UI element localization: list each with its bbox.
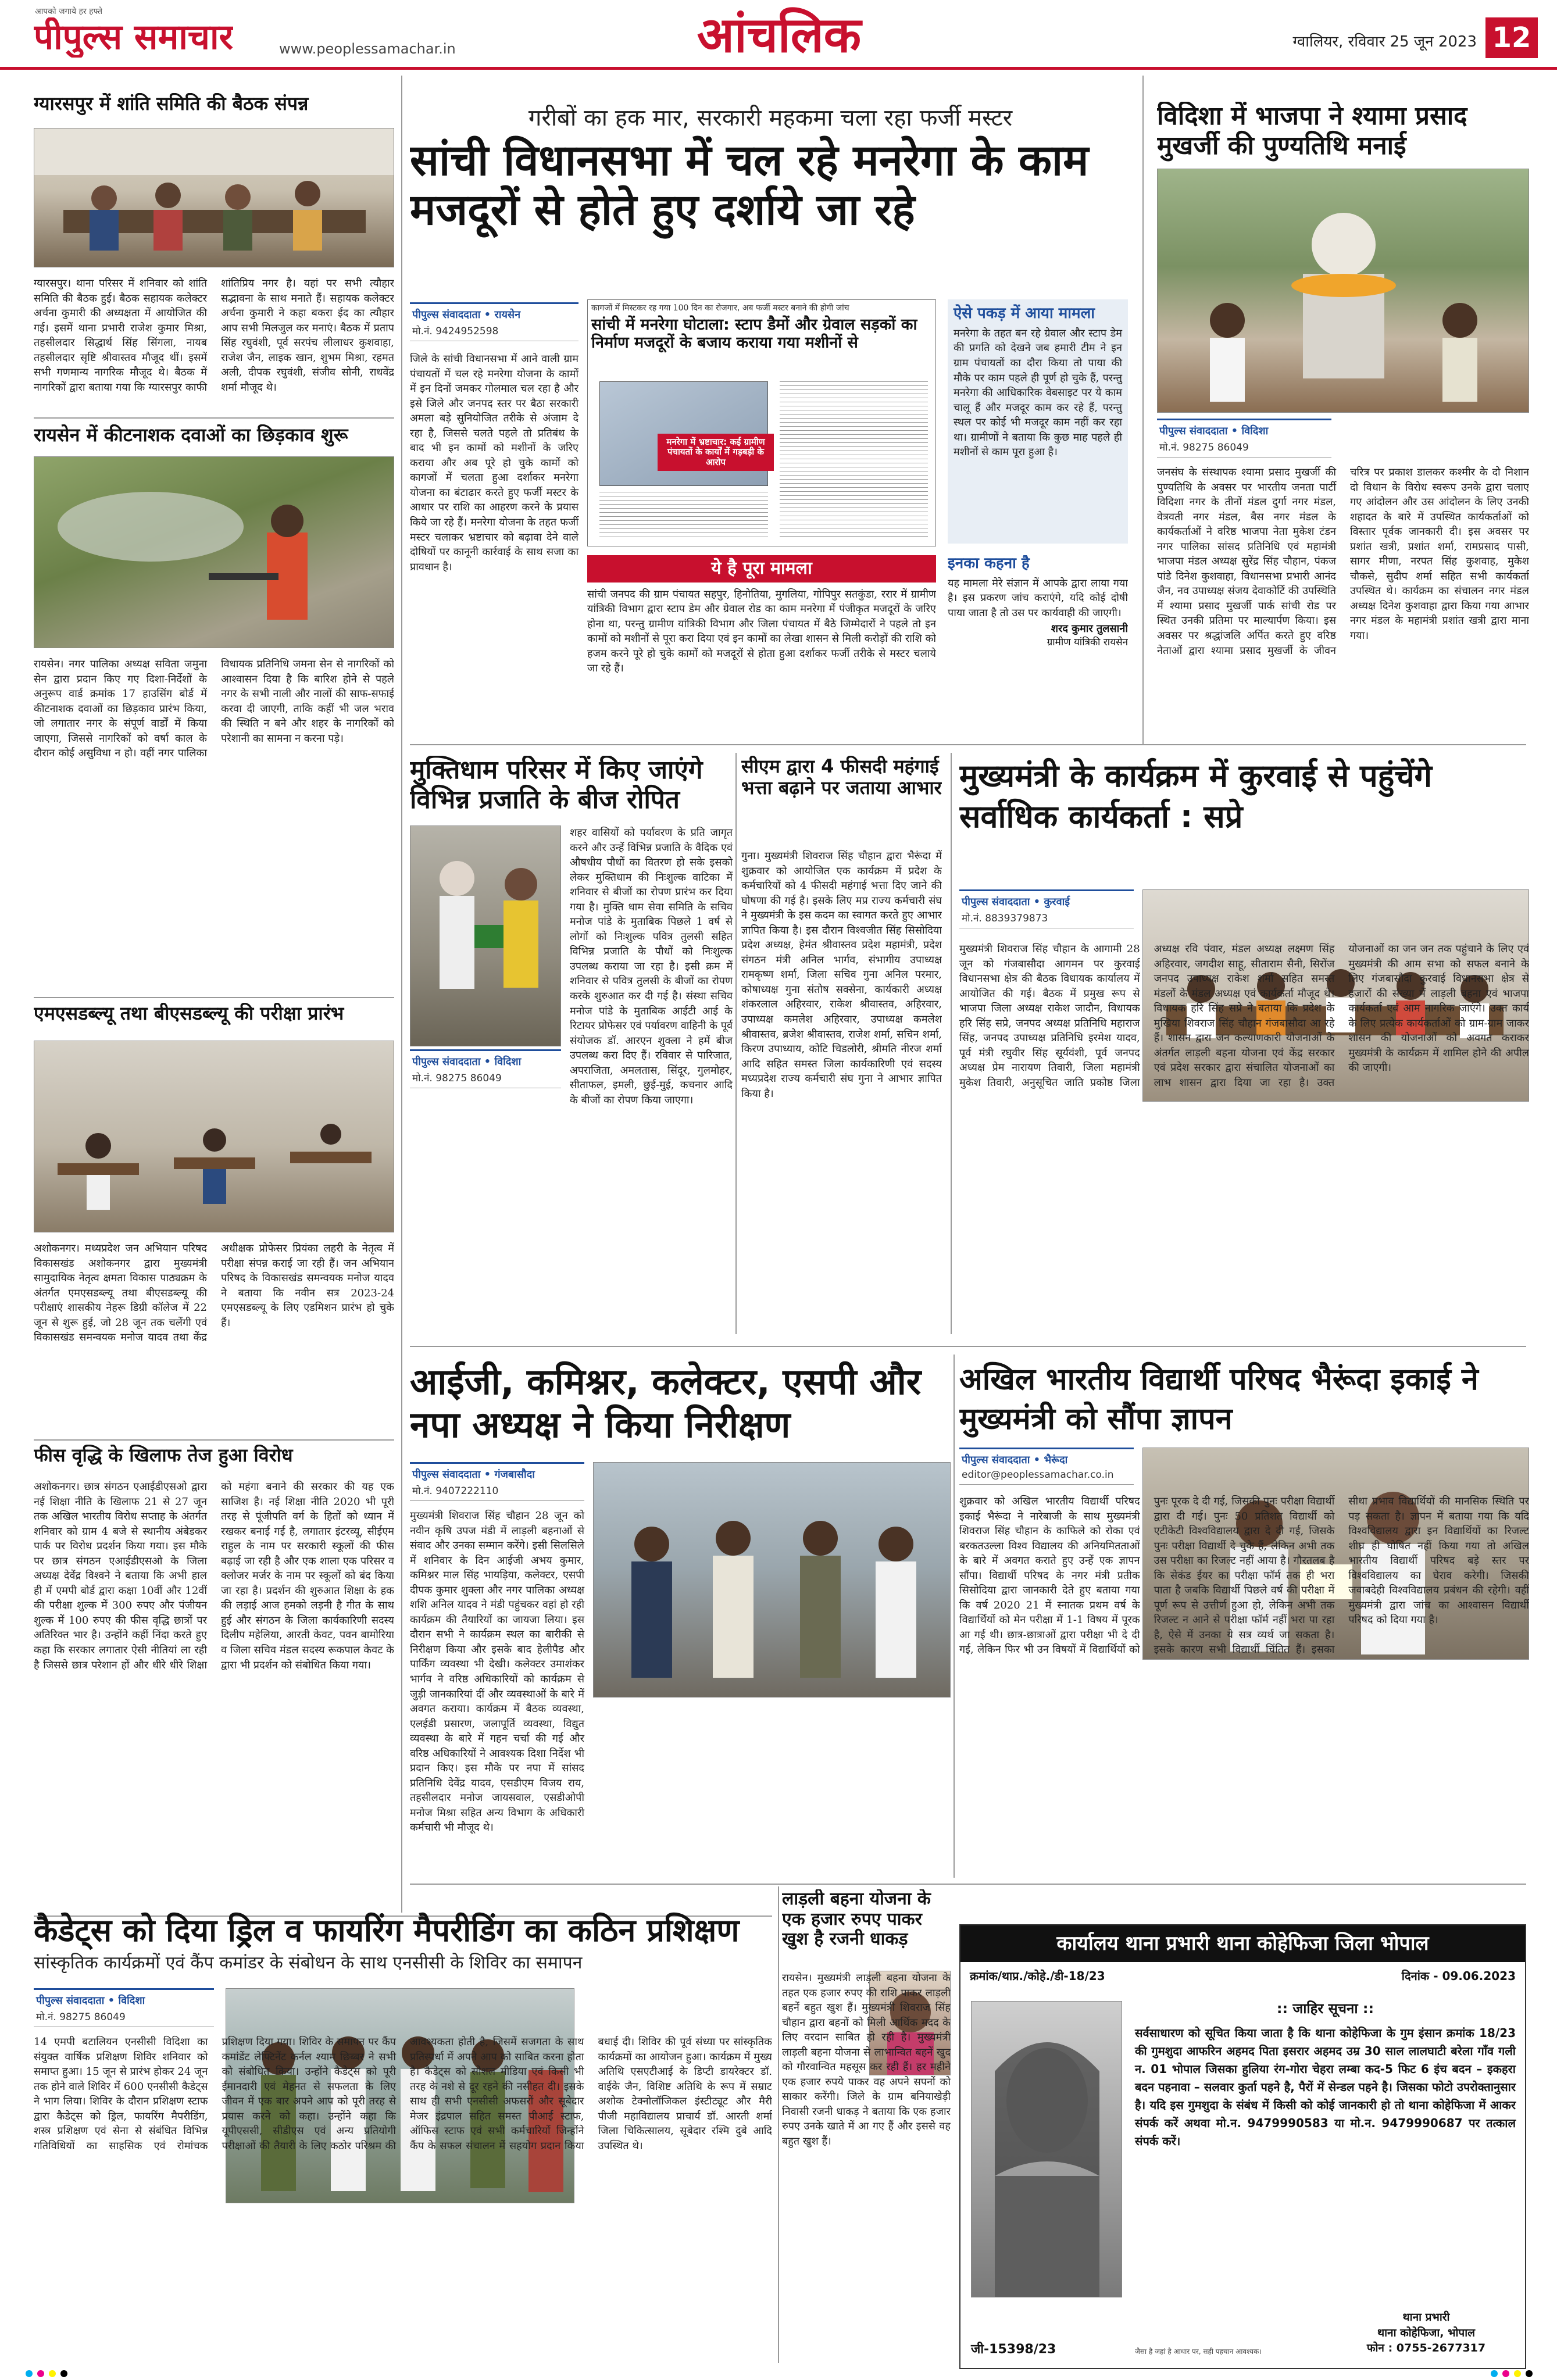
clip-headline: सांची में मनरेगा घोटाला: स्टाप डैमों और ग्रेवाल सड़कों का निर्माण मजदूरों के बजाय कराया गया मशीनों से — [591, 316, 917, 352]
news-clipping — [587, 299, 936, 546]
quote-body: यह मामला मेरे संज्ञान में आपके द्वारा लाया गया है। इस प्रकरण जांच कराएंगे, यदि कोई दोषी पाया जाता है तो उस पर कार्यवाही की जाएगी। — [948, 577, 1128, 619]
byline: पीपुल्स संवाददाता • विदिशा मो.नं. 98275 86049 — [1157, 419, 1331, 458]
story-exam — [34, 1003, 394, 1436]
byline: पीपुल्स संवाददाता • भैरूंदा editor@peoplessamachar.co.in — [959, 1448, 1134, 1485]
story-body: रायसेन। नगर पालिका अध्यक्ष सविता जमुना सेन द्वारा प्रदान किए गए दिशा-निर्देशों के अनुरूप वार्ड क्रमांक 17 हाउसिंग बोर्ड में कीटनाशक दवाओं का छिड़काव प्रारंभ किया, जो लगातार नगर के संपूर्ण वार्डों में किया जाएगा, जिससे नागरिकों को वर्षा काल के दौरान कोई असुविधा न हो। वहीं नगर पालिका विधायक प्रतिनिधि जमना सेन से नागरिकों को आश्वासन दिया है कि बारिश होने से पहले नगर के सभी नाली और नालों की साफ-सफाई करवा दी जाएगी, ताकि कहीं भी जल भराव की स्थिति न बने और शहर के नागरिकों को परेशानी का सामना न करना पड़े। — [34, 658, 394, 760]
quote-role: ग्रामीण यांत्रिकी रायसेन — [1047, 637, 1128, 649]
registration-dots — [23, 2370, 1535, 2377]
meeting-illustration — [34, 128, 394, 267]
story-body: रायसेन। मुख्यमंत्री लाड़ली बहना योजना के तहत एक हजार रुपए की राशि पाकर लाड़ली बहनें बहुत खुश हैं। मुख्यमंत्री शिवराज सिंह चौहान द्वारा बहनों को मिली आर्थिक मदद के लिए वरदान साबित हो रही है। मुख्यमंत्री लाड़ली बहना योजना से लाभान्वित बहनें खुद को गौरवान्वित महसूस कर रही हैं। हर महीने एक हजार रुपये पाकर वह अपने सपनों को साकार करेंगी। जिले के ग्राम बनियाखेड़ी निवासी रजनी धाकड़ ने बताया कि एक हजार रुपए उनके खाते में आ गए हैं और इससे वह बहुत खुश हैं। — [782, 1972, 951, 2148]
story-body: शुक्रवार को अखिल भारतीय विद्यार्थी परिषद इकाई भैरूंदा ने नारेबाजी के साथ मुख्यमंत्री शिवराज सिंह चौहान के काफिले को रोका एवं बरकतउल्ला विश्व विद्यालय की अनियमितताओं के बारे में अवगत कराते हुए उन्हें एक ज्ञापन सौंपा। विद्यार्थी परिषद के नगर मंत्री प्रतीक सिसोदिया द्वारा जानकारी देते हुए बताया गया कि वर्ष 2020 21 में स्नातक प्रथम वर्ष के विद्यार्थियों को मेन परीक्षा में 1-1 विषय में पूरक आ गई थी। छात्र-छात्राओं द्वारा परीक्षा भी दे दी गई, लेकिन फिर भी उन विषयों में विद्यार्थियों को पुनः पूरक दे दी गई, जिसकी पुनः परीक्षा विद्यार्थी द्वारा दी गई। पुनः 50 प्रतिशत विद्यार्थी को एटीकेटी विश्वविद्यालय द्वारा दे दी गई, जिसके पुनः परीक्षा विद्यार्थी दे चुके हैं, लेकिन अभी तक उस परीक्षा का रिजल्ट नहीं आया है। गौरतलब है कि सेकंड ईयर का परीक्षा फॉर्म तक ही भरा पाता है जबकि विद्यार्थी पिछले वर्ष की परीक्षा में पूर्ण रूप से उत्तीर्ण हुआ हो, लेकिन अभी तक रिजल्ट न आने से परीक्षा फॉर्म नहीं भरा पा रहा है, ऐसे में उनका ये सत्र व्यर्थ जा सकता है। इसके कारण सभी विद्यार्थी चिंतित हैं। इसका सीधा प्रभाव विद्यार्थियों की मानसिक स्थिति पर पड़ सकता है। ज्ञापन में बताया गया कि यदि विश्वविद्यालय द्वारा इन विद्यार्थियों का रिजल्ट शीघ्र ही घोषित नहीं किया गया तो अखिल भारतीय विद्यार्थी परिषद बड़े स्तर पर विश्वविद्यालय का घेराव करेगी। जिसकी जवाबदेही विश्वविद्यालय प्रबंधन की रहेगी। वहीं मुख्यमंत्री द्वारा जांच का आश्वासन विद्यार्थी परिषद को दिया गया है। — [959, 1495, 1529, 1656]
story-body: जनसंघ के संस्थापक श्यामा प्रसाद मुखर्जी की पुण्यतिथि के अवसर पर भारतीय जनता पार्टी विदिशा नगर के तीनों मंडल दुर्गा नगर मंडल, वेत्रवती नगर मंडल, बैस नगर मंडल के कार्यकर्ताओं ने वरिष्ठ भाजपा नेता मुकेश टंडन नगर पालिका सांसद प्रतिनिधि एवं महामंत्री भाजपा मंडल अध्यक्ष सुरेंद्र सिंह चौहान, पंकज पांडे दिनेश कुशवाहा, विधानसभा प्रभारी आनंद जैन, नव उपाध्यक्ष संजय देवाकोर्टि की उपस्थिति में श्यामा प्रसाद मुखर्जी पार्क सांची रोड पर स्थित उनकी प्रतिमा पर माल्यार्पण किया। इस अवसर पर श्रद्धांजलि अर्पित करते हुए वरिष्ठ नेताओं द्वारा श्यामा प्रसाद मुखर्जी के जीवन चरित्र पर प्रकाश डालकर कश्मीर के दो निशान दो विधान के विरोध स्वरूप उनके द्वारा चलाए गए आंदोलन और उस आंदोलन के लिए उनकी शहादत के बारे में उपस्थित कार्यकर्ताओं को विस्तार पूर्वक जानकारी दी। इस अवसर पर प्रशांत खत्री, प्रशांत शर्मा, रामप्रसाद पासी, सागर मीणा, नरपत सिंह कुशवाह, मुकेश चौकसे, सुदीप शर्मा सहित सभी कार्यकर्ता उपस्थित थे। कार्यक्रम का संचालन नगर मंडल अध्यक्ष दिनेश कुशवाहा द्वारा किया गया आभार नगर मंडल के महामंत्री प्रशांत खत्री द्वारा माना गया। — [1157, 466, 1529, 657]
notice-ref: क्रमांक/थाप्र./कोहे./डी-18/23 — [970, 1969, 1105, 1984]
headline: फीस वृद्धि के खिलाफ तेज हुआ विरोध — [34, 1445, 293, 1466]
section-title: आंचलिक — [697, 7, 862, 63]
public-notice — [959, 1924, 1526, 2369]
spray-illustration — [34, 457, 394, 648]
quote-title: इनका कहना है — [948, 555, 1030, 572]
headline: कैडेट्स को दिया ड्रिल व फायरिंग मैपरीडिंग का कठिन प्रशिक्षण — [34, 1912, 740, 1949]
color-registration-marks — [23, 2369, 1535, 2377]
story-vidisha-bjp — [1157, 102, 1529, 741]
clip-header: कागजों में मिस्टकर रह गया 100 दिन का रोजगार, अब फर्जी मस्टर बनाने की होगी जांच — [591, 303, 849, 313]
full-case-body: सांची जनपद की ग्राम पंचायत सहपुर, हिनोतिया, मुगलिया, गोपिपुर सतकुंडा, ररार में ग्रामीण यांत्रिकी विभाग द्वारा स्टाप डेम और ग्रेवाल रोड का काम मनरेगा में पंजीकृत मजदूरों के जरिए होना था, परन्तु ग्रामीण यांत्रिकी विभाग और जिला पंचायत में बैठे जिम्मेदारों ने पहले तो इन कामों को मशीनों से पूरा करा दिया एवं इन कामों का लेखा शासन से मिली करोड़ों की राशि को हजम करने पूरे हो चुके कामों को मजदूरों से होता हुआ दर्शाकर फर्जी तरीके से मस्टर चलाये जा रहे हैं। — [587, 588, 936, 675]
brand-logo: पीपुल्स समाचार — [34, 17, 234, 58]
story-body: अशोकनगर। मध्यप्रदेश जन अभियान परिषद विकासखंड अशोकनगर द्वारा मुख्यमंत्री सामुदायिक नेतृत्व क्षमता विकास पाठ्यक्रम के अंतर्गत एमएसडब्ल्यू तथा बीएसडब्ल्यू की परीक्षाएं शासकीय नेहरू डिग्री कॉलेज में 22 जून से शुरू हुई, जो 28 जून तक चलेंगी एवं विकासखंड समन्वयक मनोज यादव तथा केंद्र अधीक्षक प्रोफेसर प्रियंका लहरी के नेतृत्व में परीक्षा संपन्न कराई जा रही हैं। जन अभियान परिषद के विकासखंड समन्वयक मनोज यादव ने बताया कि नवीन सत्र 2023-24 एमएसडब्ल्यू के लिए एडमिशन प्रारंभ हो चुके हैं। — [34, 1242, 394, 1344]
seed-handover-photo — [410, 826, 561, 1046]
headline: एमएसडब्ल्यू तथा बीएसडब्ल्यू की परीक्षा प्रारंभ — [34, 1003, 344, 1024]
statue-tribute-photo — [1157, 169, 1529, 413]
headline: रायसेन में कीटनाशक दवाओं का छिड़काव शुरू — [34, 424, 348, 446]
brand-tagline: आपको जगाये हर हफ्ते — [35, 7, 103, 16]
clip-text-lines-2 — [599, 492, 768, 538]
story-body-lead: शहर वासियों को पर्यावरण के प्रति जागृत करने और उन्हें विभिन्न प्रजाति के वैदिक एवं औषधीय पौधों का वितरण हो सके इसको लेकर मुक्तिधाम की निःशुल्क वाटिका में शनिवार से बीजों का रोपण प्रारंभ कर दिया गया है। मुक्ति धाम सेवा समिति के सचिव मनोज पांडे के मुताबिक पिछले 1 वर्ष से लोगों को निःशुल्क पवित्र तुलसी सहित विभिन्न प्रजाति के पौधों को निःशुल्क उपलब्ध कराया जा रहा है। इसी क्रम में शनिवार से पवित्र तुलसी के बीजों का रोपण करके शुरुआत कर दी गई है। संस्था सचिव मनोज पांडे के मुताबिक आईटी आई के रिटायर प्रोफेसर एवं पर्यावरण वाहिनी के पूर्व संयोजक डॉ. आरएन शुक्ला ने हमें बीज उपलब्ध करा दिए हैं। रविवार से पारिजात, अपराजिता, अमलतास, सिंदूर, गुलमोहर, सीताफल, इमली, छुई-मुई, कचनार आदि के बीजों का रोपण किया जाएगा। — [570, 827, 733, 1106]
full-case-box — [587, 555, 936, 730]
dateline: ग्वालियर, रविवार 25 जून 2023 — [1292, 33, 1477, 51]
exam-hall-photo — [34, 1041, 394, 1232]
story-fees — [34, 1445, 394, 1910]
subhead: सांस्कृतिक कार्यक्रमों एवं कैंप कमांडर के संबोधन के साथ एनसीसी के शिविर का समापन — [34, 1953, 583, 1974]
notice-body: सर्वसाधारण को सूचित किया जाता है कि थाना कोहेफिजा के गुम इंसान क्रमांक 18/23 की गुमशुदा आफरिन अहमद पिता इसरार अहमद उम्र 30 साल लालघाटी बरेला गाँव गली न. 01 भोपाल जिसका हुलिया रंग-गोरा चेहरा लम्बा कद-5 फिट 6 इंच बदन – इकहरा बदन पहनावा – सलवार कुर्ता पहने है, पैरों में सेन्डल पहने है। जिसका फोटो उपरोक्तानुसार है। यदि इस गुमशुदा के संबंध में किसी को कोई जानकारी हो तो थाना कोहेफिजा में आकर संपर्क करें अथवा मो.न. 9479990583 या मो.न. 9479990687 पर तत्काल संपर्क करें। — [1135, 2026, 1516, 2148]
missing-person-photo — [971, 2001, 1122, 2297]
website-link[interactable]: www.peoplessamachar.in — [279, 41, 456, 57]
headline: मुख्यमंत्री के कार्यक्रम में कुरवाई से पहुंचेंगे सर्वाधिक कार्यकर्ता : सप्रे — [959, 757, 1433, 835]
story-body: ग्यारसपुर। थाना परिसर में शनिवार को शांति समिति की बैठक हुई। बैठक सहायक कलेक्टर अर्चना कुमारी की अध्यक्षता में आयोजित की गई। इसमें थाना प्रभारी राजेश कुमार मिश्रा, तहसीलदार सिद्धार्थ सिंह सिंगला, नायब तहसीलदार सृष्टि श्रीवास्तव मौजूद थीं। इसमें सभी गणमान्य नागरिक मौजूद थे। बैठक में नागरिकों द्वारा बताया गया कि ग्यारसपुर काफी शांतिप्रिय नगर है। यहां पर सभी त्यौहार सद्भावना के साथ मनाते हैं। सहायक कलेक्टर अर्चना कुमारी ने कहा बकरा ईद का त्यौहार आप सभी मिलजुल कर मनाएं। बैठक में प्रताप सिंह रघुवंशी, पूर्व सरपंच लीलाधर कुशवाहा, राजेश जैन, लाइक खान, शुभम मिश्रा, रहमत अली, दीपक रघुवंशी, संजीव सोनी, राधवेंद्र शर्मा मौजूद थे। — [34, 277, 394, 394]
story-body: मुख्यमंत्री शिवराज सिंह चौहान के आगामी 28 जून को गंजबासौदा आगमन पर कुरवाई विधानसभा क्षेत्र की बैठक विधायक कार्यालय में आयोजित की गई। बैठक में प्रमुख रूप से भाजपा जिला अध्यक्ष राकेश जादौन, विधायक हरि सिंह सप्रे, जनपद अध्यक्ष प्रतिनिधि महाराज सिंह, जनपद उपाध्यक्ष प्रतिनिधि इरमेश यादव, पूर्व मंत्री रघुवीर सिंह सूर्यवंशी, पूर्व जनपद अध्यक्ष प्रेम नारायण तिवारी, जिला महामंत्री मुकेश तिवारी, अनुसूचित जाति प्रकोष्ठ जिला अध्यक्ष रवि पंवार, मंडल अध्यक्ष लक्ष्मण सिंह अहिरवार, जगदीश साहू, सीताराम सैनी, सिरोंज जनपद उपाध्यक्ष राकेश शर्मा सहित समस्त मंडलों के मंडल अध्यक्ष एवं कार्यकर्ता मौजूद थे। विधायक हरि सिंह सप्रे ने बताया कि प्रदेश के मुखिया शिवराज सिंह चौहान गंजबासौदा आ रहे हैं। शासन द्वारा जन कल्याणकारी योजनाओं के अंतर्गत लाड़ली बहना योजना एवं केंद्र सरकार एवं प्रदेश सरकार द्वारा संचालित योजनाओं का लाभ शासन द्वारा दिया जा रहा है। उक्त योजनाओं का जन जन तक पहुंचाने के लिए एवं मुख्यमंत्री की आम सभा को सफल बनाने के लिए गंजबासौदा कुरवाई विधानसभा क्षेत्र से हजारों की संख्या में लाड़ली बहना एवं भाजपा कार्यकर्ता एवं आम नागरिक जाएंगे। उक्त कार्य के लिए प्रत्येक कार्यकर्ताओं को ग्राम-ग्राम जाकर शासन की योजनाओं को अवगत कराकर मुख्यमंत्री के कार्यक्रम में शामिल होने की अपील की जाएगी। — [959, 943, 1529, 1089]
headline: सीएम द्वारा 4 फीसदी महंगाई भत्ता बढ़ाने पर जताया आभार — [741, 756, 942, 799]
story-ncc — [34, 1889, 772, 2366]
full-case-title: ये है पूरा मामला — [587, 555, 936, 583]
clip-caption: मनरेगा में भ्रष्टाचार: कई ग्रामीण पंचायतों के कार्यों में गड़बड़ी के आरोप — [658, 434, 774, 471]
officials-illustration — [594, 1463, 951, 1698]
clip-text-lines — [780, 381, 928, 538]
side-box — [948, 299, 1128, 544]
story-raisen-spray — [34, 424, 394, 994]
byline: पीपुल्स संवाददाता • कुरवाई मो.नं. 8839379873 — [959, 889, 1134, 928]
side-title: ऐसे पकड़ में आया मामला — [954, 305, 1095, 322]
notice-signature: थाना प्रभारी थाना कोहेफिजा, भोपाल फोन : 0755-2677317 — [1366, 2311, 1486, 2355]
story-body: जिले के सांची विधानसभा में आने वाली ग्राम पंचायतों में चल रहे मनरेगा योजना के कामों में इन दिनों जमकर गोलमाल चल रहा है और इसे जिले और जनपद स्तर पर बैठा सरकारी अमला बड़े सुनियोजित तरीके से अंजाम दे रहा है, जिससे चलते पहले तो प्रतिबंध के बाद भी इन कामों को मशीनों के जरिए कराया और अब पूरे हो चुके कामों को कागजों में चलता हुआ दर्शाकर मनरेगा योजना का बंटाढार करते हुए फर्जी मस्टर के आधार पर राशि का आहरण करने के प्रयास किये जा रहे हैं। मनरेगा योजना के तहत फर्जी मस्टर चलाकर भ्रष्टाचार को बढ़ावा देने वाले दोषियों पर कानूनी कार्रवाई के साथ सजा का प्रावधान है। — [410, 353, 578, 573]
story-body: अशोकनगर। छात्र संगठन एआईडीएसओ द्वारा नई शिक्षा नीति के खिलाफ 21 से 27 जून तक अखिल भारतीय विरोध सप्ताह के अंतर्गत शनिवार को ग्राम 4 बजे से स्थानीय अंबेडकर पार्क पर विरोध प्रदर्शन किया गया। इस मौके पर छात्र संगठन एआईडीएसओ के जिला अध्यक्ष देवेंद्र विश्वने ने बताया कि अभी हाल ही में एमपी बोर्ड द्वारा कक्षा 10वीं और 12वीं की परीक्षा शुल्क में 300 रुपए और पंजीयन शुल्क में 100 रुपए की फीस वृद्धि छात्रों पर अतिरिक्त भार है। उन्होंने कहीं निंदा करते हुए कहा कि सरकार लगातार ऐसी नीतियां ला रही है जिससे छात्र परेशान हों और धीरे धीरे शिक्षा को महंगा बनाने की सरकार की यह एक साजिश है। नई शिक्षा नीति 2020 भी पूरी तरह से पूंजीपति वर्ग के हितों को ध्यान में रखकर बनाई गई है, लगातार इंटरव्यू, सीईएम राहुल के नाम पर सरकारी स्कूलों की फीस बढ़ाई जा रही है और एक शाला एक परिसर व क्लोजर मर्जर के नाम पर स्कूलों को बंद किया जा रहा है। प्रदर्शन की शुरुआत शिक्षा के हक की लड़ाई आज हमको लड़नी है गीत के साथ हुई और संगठन के जिला कार्यकारिणी सदस्य दिलीप महेलिया, आरती केवट, पवन बामोरिया व जिला सचिव मंडल सदस्य रूकपाल केवट के द्वारा भी प्रदर्शन को संबोधित किया गया। — [34, 1481, 394, 1671]
officials-inspection-photo — [593, 1462, 951, 1698]
headline: विदिशा में भाजपा ने श्यामा प्रसाद मुखर्जी की पुण्यतिथि मनाई — [1157, 102, 1467, 160]
quote-author: शरद कुमार तुलसानी — [1051, 622, 1128, 635]
byline: पीपुल्स संवाददाता • विदिशा मो.नं. 98275 86049 — [34, 1988, 214, 2027]
story-body: 14 एमपी बटालियन एनसीसी विदिशा का संयुक्त वार्षिक प्रशिक्षण शिविर शनिवार को समाप्त हुआ। 15 जून से प्रारंभ होकर 24 जून तक होने वाले शिविर में 600 एनसीसी कैडेट्स ने भाग लिया। शिविर के दौरान प्रशिक्षण स्टाफ द्वारा कैडेट्स को ड्रिल, फायरिंग मैपरीडिंग, शस्त्र प्रशिक्षण एवं सेना से संबंधित विभिन्न गतिविधियों का साहसिक एवं रोमांचक प्रशिक्षण दिया गया। शिविर के समापन पर कैंप कमांडेंट लेफ्टिनेंट कर्नल श्याम छिब्बर ने सभी को संबोधित किया। उन्होंने कैडेट्स को पूरी ईमानदारी एवं मेहनत से सफलता के लिए जीवन में एक बार अपने आप को पूरी तरह से प्रयास करने को कहा। उन्होंने कहा कि यूपीएससी, सीडीएस एवं अन्य प्रतियोगी परीक्षाओं की तैयारी के लिए कठोर परिश्रम की आवश्यकता होती है, जिसमें सजगता के साथ प्रतिस्पर्धा में अपने आप को साबित करना होता है। कैडेट्स को सोशल मीडिया एवं किसी भी तरह के नशे से दूर रहने की नसीहत दी। इसके साथ ही सभी एनसीसी अफसरों और सूबेदार मेजर इंद्रपाल सहित समस्त पीआई स्टाफ, ऑफिस स्टाफ एवं सभी कर्मचारियों जिन्होंने कैंप के सफल संचालन में सहयोग प्रदान किया बधाई दी। शिविर की पूर्व संध्या पर सांस्कृतिक कार्यक्रमों का आयोजन हुआ। कार्यक्रम में मुख्य अतिथि एसएटीआई के डिप्टी डायरेक्टर डॉ. वाईके जैन, विशिष्ट अतिथि के रूप में सम्राट अशोक टेक्नोलॉजिकल इंस्टीट्यूट और मैरी पीजी महाविद्यालय प्राचार्य डॉ. आरती शर्मा जिला चिकित्सालय, सूबेदार रश्मि दुबे आदि उपस्थित थे। — [34, 2036, 772, 2152]
exam-illustration — [34, 1041, 394, 1232]
byline: पीपुल्स संवाददाता • गंजबासौदा मो.नं. 9407222110 — [410, 1462, 584, 1501]
story-da-hike — [741, 756, 942, 1337]
notice-title: कार्यालय थाना प्रभारी थाना कोहेफिजा जिला भोपाल — [960, 1925, 1525, 1962]
headline: आईजी, कमिश्नर, कलेक्टर, एसपी और नपा अध्यक्ष ने किया निरीक्षण — [410, 1360, 922, 1446]
byline: पीपुल्स संवाददाता • विदिशा मो.नं. 98275 86049 — [410, 1049, 561, 1088]
meeting-photo — [34, 128, 394, 267]
story-body: मुख्यमंत्री शिवराज सिंह चौहान 28 जून को नवीन कृषि उपज मंडी में लाड़ली बहनाओं से संवाद और उनका सम्मान करेंगे। इसी सिलसिले में शनिवार के दिन आईजी अभय कुमार, कमिश्नर माल सिंह भायड़िया, कलेक्टर, एसपी दीपक कुमार शुक्ला और नगर पालिका अध्यक्ष शशि अनिल यादव ने मंडी पहुंचकर वहां हो रही कार्यक्रम की तैयारियों का जायजा लिया। इस दौरान सभी ने कार्यक्रम स्थल का बारीकी से निरीक्षण किया और इसके बाद हेलीपैड और पार्किंग व्यवस्था भी देखी। कलेक्टर उमाशंकर भार्गव ने वरिष्ठ अधिकारियों को कार्यक्रम से जुड़ी जानकारियां दीं और व्यवस्थाओं के बारे में अवगत कराया। कार्यक्रम में बैठक व्यवस्था, एलईडी प्रसारण, जलापूर्ति व्यवस्था, विद्युत व्यवस्था के बारे में गहन चर्चा की गई और वरिष्ठ अधिकारियों ने आवश्यक दिशा निर्देश भी प्रदान किए। इस मौके पर नपा में सांसद प्रतिनिधि देवेंद्र यादव, एसडीएम विजय राय, तहसीलदार मनोज जायसवाल, एसडीओपी मनोज मिश्रा सहित अन्य विभाग के अधिकारी कर्मचारी भी मौजूद थे। — [410, 1510, 584, 1834]
notice-date: दिनांक - 09.06.2023 — [1401, 1969, 1516, 1984]
page-number: 12 — [1485, 17, 1538, 58]
headline: सांची विधानसभा में चल रहे मनरेगा के काम मजदूरों से होते हुए दर्शाये जा रहे — [410, 135, 1089, 235]
masthead — [0, 0, 1557, 70]
story-abvp — [959, 1360, 1529, 1878]
story-mnrega — [410, 105, 1131, 735]
statue-illustration — [1158, 169, 1529, 413]
story-muktidham — [410, 756, 733, 1337]
headline: अखिल भारतीय विद्यार्थी परिषद भैरूंदा इकाई ने मुख्यमंत्री को सौंपा ज्ञापन — [959, 1362, 1479, 1436]
byline: पीपुल्स संवाददाता • रायसेन मो.नं. 9424952598 — [410, 302, 578, 341]
headline: ग्यारसपुर में शांति समिति की बैठक संपन्न — [34, 93, 309, 115]
story-kurwai — [959, 756, 1529, 1337]
kicker: गरीबों का हक मार, सरकारी महकमा चला रहा फर्जी मस्टर — [528, 105, 1013, 131]
notice-footnote: जैसा है जहां है आधार पर, सही पहचान आवश्यक। — [1135, 2347, 1262, 2356]
notice-label: :: जाहिर सूचना :: — [1276, 2000, 1374, 2017]
headline: लाड़ली बहना योजना के एक हजार रुपए पाकर खुश है रजनी धाकड़ — [782, 1889, 931, 1949]
story-ladli — [782, 1889, 951, 2366]
story-ig-inspection — [410, 1360, 951, 1878]
missing-illustration — [972, 2002, 1122, 2297]
quote-box — [948, 555, 1128, 730]
seeds-illustration — [410, 826, 561, 1046]
notice-code: जी-15398/23 — [971, 2342, 1056, 2357]
headline: मुक्तिधाम परिसर में किए जाएंगे विभिन्न प्रजाति के बीज रोपित — [410, 756, 703, 814]
story-body: गुना। मुख्यमंत्री शिवराज सिंह चौहान द्वारा भैरूंदा में शुक्रवार को आयोजित एक कार्यक्रम में प्रदेश के कर्मचारियों को 4 फीसदी महंगाई भत्ता दिए जाने की घोषणा की गई है। इसके लिए मप्र राज्य कर्मचारी संघ ने मुख्यमंत्री के इस कदम का स्वागत करते हुए आभार ज्ञापित किया है। इस दौरान विश्वजीत सिंह सिसोदिया प्रदेश अध्यक्ष, हेमंत श्रीवास्तव प्रदेश महामंत्री, प्रदेश संगठन मंत्री अनिल भार्गव, संभागीय उपाध्यक्ष रामकृष्ण शर्मा, जिला सचिव गुना अनिल परमार, कोषाध्यक्ष गुना संतोष सक्सेना, कार्यकारी अध्यक्ष शंकरलाल अहिरवार, राकेश श्रीवास्तव, अहिरवार, उपाध्यक्ष कमलेश अहिरवार, उपाध्यक्ष कमलेश श्रीवास्तव, ब्रजेश श्रीवास्तव, राजेश शर्मा, सचिन शर्मा, किरण उपाध्याय, कोटि चिडलोरी, श्रीमति नीरज शर्मा आदि सहित समस्त जिला कार्यकारिणी एवं सदस्य मध्यप्रदेश राज्य कर्मचारी संघ गुना ने आभार ज्ञापित किया है। — [741, 850, 942, 1100]
story-gyaraspur — [34, 93, 394, 413]
spray-photo — [34, 456, 394, 648]
side-body: मनरेगा के तहत बन रहे ग्रेवाल और स्टाप डेम की प्रगति को देखने जब हमारी टीम ने इन ग्राम पंचायतों का दौरा किया तो पाया की मौके पर काम पहले ही पूर्ण हो चुके हैं, परन्तु मनरेगा की आधिकारिक वेबसाइट पर ये काम चालू हैं और मजदूर काम कर रहे हैं, परन्तु स्थल पर कोई भी मजदूर काम नहीं कर रहा था। ग्रामीणों ने बताया कि कुछ माह पहले ही मशीनों से काम पूरा हुआ है। — [954, 327, 1122, 459]
